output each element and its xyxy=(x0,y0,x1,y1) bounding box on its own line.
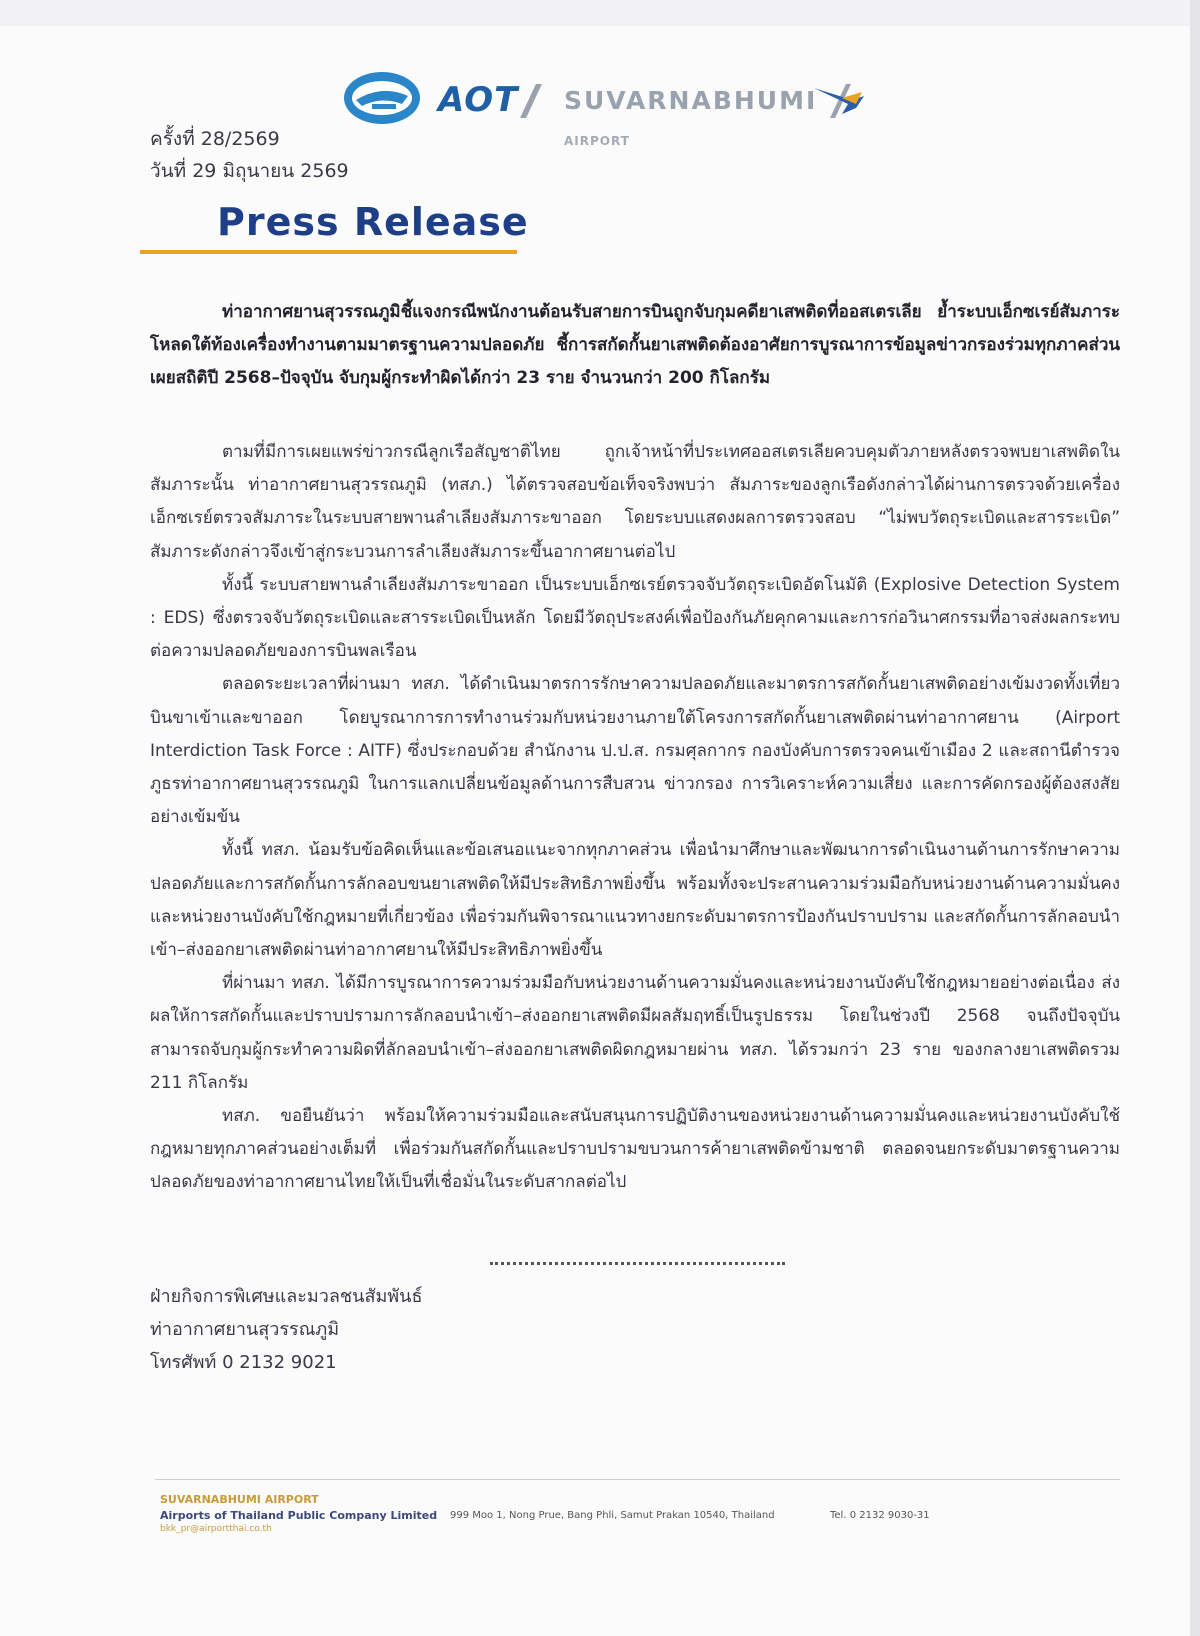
footer-company: Airports of Thailand Public Company Limited xyxy=(160,1509,438,1522)
paragraph: ตามที่มีการเผยแพร่ข่าวกรณีลูกเรือสัญชาติไทย ถูกเจ้าหน้าที่ประเทศออสเตรเลียควบคุมตัวภายหลังตรวจพบยาเสพติดในสัมภาระนั้น ท่าอากาศยานสุวรรณภูมิ (ทสภ.) ได้ตรวจสอบข้อเท็จจริงพบว่า สัมภาระของลูกเรือดังกล่าวได้ผ่านการตรวจด้วยเครื่องเอ็กซเรย์ตรวจสัมภาระในระบบสายพานลำเลียงสัมภาระขาออก โดยระบบแสดงผลการตรวจสอบ “ไม่พบวัตถุระเบิดและสารระเบิด” สัมภาระดังกล่าวจึงเข้าสู่กระบวนการลำเลียงสัมภาระขึ้นอากาศยานต่อไป xyxy=(150,442,1120,562)
footer-brand: SUVARNABHUMI AIRPORT xyxy=(160,1493,319,1506)
footer-address: 999 Moo 1, Nong Prue, Bang Phli, Samut Prakan 10540, Thailand xyxy=(450,1510,775,1521)
title-underline xyxy=(140,250,517,254)
issue-number: ครั้งที่ 28/2569 xyxy=(150,128,280,150)
page-title: Press Release xyxy=(217,200,529,244)
dotted-separator xyxy=(490,1262,785,1265)
aot-suvarnabhumi-logo xyxy=(360,74,900,154)
footer-email: bkk_pr@airportthai.co.th xyxy=(160,1524,272,1534)
issue-info xyxy=(150,123,349,187)
top-strip xyxy=(0,0,1190,26)
suvarnabhumi-bird-icon xyxy=(812,84,866,118)
paragraph: ตลอดระยะเวลาที่ผ่านมา ทสภ. ได้ดำเนินมาตรการรักษาความปลอดภัยและมาตรการสกัดกั้นยาเสพติดอย่างเข้มงวดทั้งเที่ยวบินขาเข้าและขาออก โดยบูรณาการการทำงานร่วมกับหน่วยงานภายใต้โครงการสกัดกั้นยาเสพติดผ่านท่าอากาศยาน (Airport Interdiction Task Force : AITF) ซึ่งประกอบด้วย สำนักงาน ป.ป.ส. กรมศุลกากร กองบังคับการตรวจคนเข้าเมือง 2 และสถานีตำรวจภูธรท่าอากาศยานสุวรรณภูมิ ในการแลกเปลี่ยนข้อมูลด้านการสืบสวน ข่าวกรอง การวิเคราะห์ความเสี่ยง และการคัดกรองผู้ต้องสงสัยอย่างเข้มข้น xyxy=(150,674,1120,828)
paragraph: ทั้งนี้ ระบบสายพานลำเลียงสัมภาระขาออก เป็นระบบเอ็กซเรย์ตรวจจับวัตถุระเบิดอัตโนมัติ (Explosive Detection System : EDS) ซึ่งตรวจจับวัตถุระเบิดและสารระเบิดเป็นหลัก โดยมีวัตถุประสงค์เพื่อป้องกันภัยคุกคามและการก่อวินาศกรรมที่อาจส่งผลกระทบต่อความปลอดภัยของการบินพลเรือน xyxy=(150,574,1120,662)
headline: ท่าอากาศยานสุวรรณภูมิชี้แจงกรณีพนักงานต้อนรับสายการบินถูกจับกุมคดียาเสพติดที่ออสเตรเลีย ย้ำระบบเอ็กซเรย์สัมภาระโหลดใต้ท้องเครื่องทำงานตามมาตรฐานความปลอดภัย ชี้การสกัดกั้นยาเสพติดต้องอาศัยการบูรณาการข้อมูลข่าวกรองร่วมทุกภาคส่วน เผยสถิติปี 2568–ปัจจุบัน จับกุมผู้กระทำผิดได้กว่า 23 ราย จำนวนกว่า 200 กิโลกรัม xyxy=(150,302,1120,388)
right-margin xyxy=(1190,0,1200,1636)
paragraph: ที่ผ่านมา ทสภ. ได้มีการบูรณาการความร่วมมือกับหน่วยงานด้านความมั่นคงและหน่วยงานบังคับใช้กฎหมายอย่างต่อเนื่อง ส่งผลให้การสกัดกั้นและปราบปรามการลักลอบนำเข้า–ส่งออกยาเสพติดมีผลสัมฤทธิ์เป็นรูปธรรม โดยในช่วงปี 2568 จนถึงปัจจุบัน สามารถจับกุมผู้กระทำความผิดที่ลักลอบนำเข้า–ส่งออกยาเสพติดผิดกฎหมายผ่าน ทสภ. ได้รวมกว่า 23 ราย ของกลางยาเสพติดรวม 211 กิโลกรัม xyxy=(150,973,1120,1093)
contact-phone: โทรศัพท์ 0 2132 9021 xyxy=(150,1352,337,1373)
footer-divider xyxy=(155,1479,1120,1480)
paragraph: ทั้งนี้ ทสภ. น้อมรับข้อคิดเห็นและข้อเสนอแนะจากทุกภาคส่วน เพื่อนำมาศึกษาและพัฒนาการดำเนินงานด้านการรักษาความปลอดภัยและการสกัดกั้นการลักลอบขนยาเสพติดให้มีประสิทธิภาพยิ่งขึ้น พร้อมทั้งจะประสานความร่วมมือกับหน่วยงานด้านความมั่นคงและหน่วยงานบังคับใช้กฎหมายที่เกี่ยวข้อง เพื่อร่วมกันพิจารณาแนวทางยกระดับมาตรการป้องกันปราบปราม และสกัดกั้นการลักลอบนำเข้า–ส่งออกยาเสพติดผ่านท่าอากาศยานให้มีประสิทธิภาพยิ่งขึ้น xyxy=(150,840,1120,961)
logo-aot-text: AOT xyxy=(438,80,519,120)
paragraph: ทสภ. ขอยืนยันว่า พร้อมให้ความร่วมมือและสนับสนุนการปฏิบัติงานของหน่วยงานด้านความมั่นคงและหน่วยงานบังคับใช้กฎหมายทุกภาคส่วนอย่างเต็มที่ เพื่อร่วมกันสกัดกั้นและปราบปรามขบวนการค้ายาเสพติดข้ามชาติ ตลอดจนยกระดับมาตรฐานความปลอดภัยของท่าอากาศยานไทยให้เป็นที่เชื่อมั่นในระดับสากลต่อไป xyxy=(150,1106,1120,1193)
logo-divider xyxy=(520,84,542,118)
contact-airport: ท่าอากาศยานสุวรรณภูมิ xyxy=(150,1319,340,1340)
contact-department: ฝ่ายกิจการพิเศษและมวลชนสัมพันธ์ xyxy=(150,1286,423,1307)
issue-date: วันที่ 29 มิถุนายน 2569 xyxy=(150,160,349,182)
logo-suvarnabhumi-text: SUVARNABHUMI xyxy=(564,86,818,115)
contact-block xyxy=(150,1280,422,1379)
article-body xyxy=(150,436,1120,1200)
footer-tel: Tel. 0 2132 9030-31 xyxy=(830,1510,930,1521)
aot-emblem-icon xyxy=(342,70,422,126)
logo-airport-text: AIRPORT xyxy=(564,134,630,148)
